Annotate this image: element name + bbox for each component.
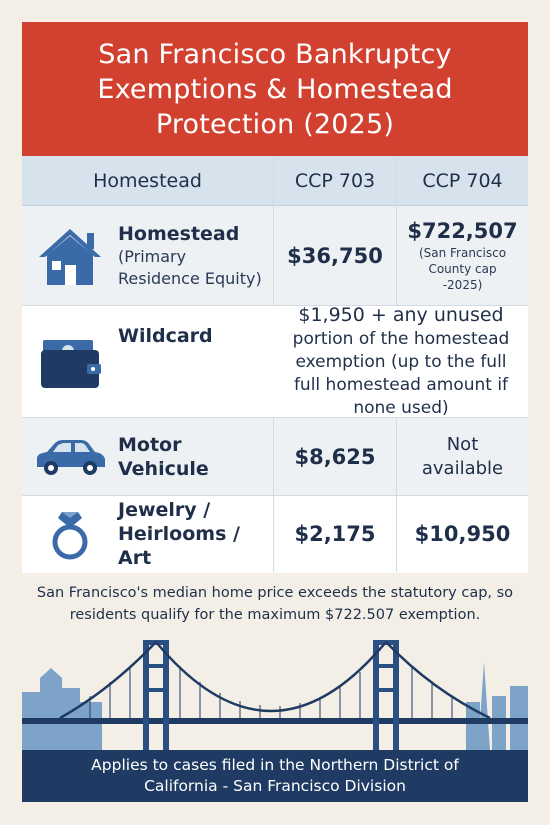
- row-label: Jewelry / Heirlooms / Art: [118, 499, 240, 569]
- ccp703-value: $8,625: [294, 444, 376, 469]
- column-header-ccp704: CCP 704: [422, 169, 503, 192]
- wildcard-value-rest: portion of the homestead exemption (up to the full full homestead amount if none used): [292, 328, 510, 418]
- house-icon: [22, 225, 118, 287]
- table-row-homestead: [22, 206, 528, 306]
- title-banner: [22, 22, 528, 156]
- column-header-ccp703: CCP 703: [274, 156, 397, 205]
- table-row-motor: [22, 418, 528, 496]
- wildcard-value-lead: $1,950 + any unused: [298, 303, 504, 326]
- footer-text: Applies to cases filed in the Northern District of California - San Francisco Division: [91, 756, 459, 795]
- wallet-icon: [22, 334, 118, 390]
- ring-icon: [22, 508, 118, 560]
- ccp704-value: $722,507: [407, 218, 518, 243]
- table-header: [22, 156, 528, 206]
- right-buildings: [466, 662, 528, 755]
- footer-banner: [22, 750, 528, 802]
- ccp704-value: Not available: [421, 433, 504, 479]
- ccp704-note: (San Francisco County cap -2025): [418, 245, 507, 292]
- exemptions-table: [22, 156, 528, 573]
- ccp704-value: $10,950: [414, 522, 511, 546]
- table-row-wildcard: [22, 303, 528, 418]
- table-row-jewelry: [22, 496, 528, 572]
- row-label: Wildcard: [118, 325, 213, 347]
- wildcard-value: [274, 303, 528, 418]
- row-label: Homestead: [118, 222, 240, 245]
- column-header-homestead: Homestead: [22, 156, 274, 205]
- ccp703-value: $36,750: [287, 243, 383, 268]
- row-sublabel: (Primary Residence Equity): [118, 246, 262, 288]
- car-icon: [22, 437, 118, 477]
- bridge-cables: [60, 642, 490, 718]
- page-title: San Francisco Bankruptcy Exemptions & Homestead Protection (2025): [97, 38, 453, 140]
- golden-gate-bridge-skyline-illustration: [0, 630, 550, 755]
- bridge-towers: [143, 640, 399, 752]
- ccp703-value: $2,175: [294, 522, 376, 546]
- row-label: Motor Vehicule: [118, 433, 209, 480]
- median-price-note: San Francisco's median home price exceeds the statutory cap, so residents qualify for the maximum $722.507 exemption.: [36, 585, 514, 623]
